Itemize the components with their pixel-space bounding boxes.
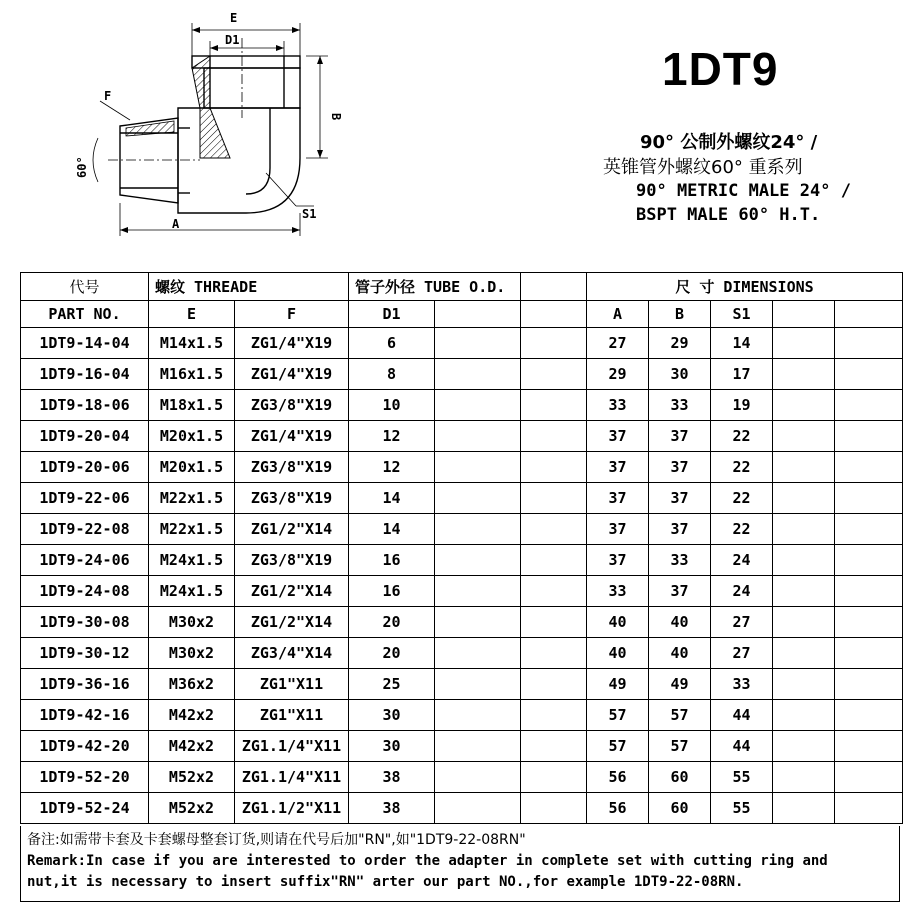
- cell-thread-e: M30x2: [149, 607, 235, 638]
- cell-gap: [521, 607, 587, 638]
- label-angle: 60°: [75, 156, 89, 178]
- cell-part-no: 1DT9-36-16: [21, 669, 149, 700]
- cell-dim-b: 60: [649, 793, 711, 824]
- cell-dim-s1: 22: [711, 483, 773, 514]
- cell-empty: [773, 514, 835, 545]
- cell-gap: [521, 762, 587, 793]
- table-row: [21, 669, 903, 700]
- table-row: [21, 390, 903, 421]
- cell-dim-b: 29: [649, 328, 711, 359]
- cell-dim-s1: 44: [711, 700, 773, 731]
- header-f: F: [235, 301, 349, 328]
- cell-tube-d1: 6: [349, 328, 435, 359]
- cell-empty: [835, 514, 903, 545]
- cell-empty: [435, 700, 521, 731]
- cell-gap: [521, 483, 587, 514]
- cell-part-no: 1DT9-22-06: [21, 483, 149, 514]
- cell-thread-f: ZG3/8"X19: [235, 390, 349, 421]
- cell-empty: [835, 731, 903, 762]
- cell-thread-f: ZG1.1/2"X11: [235, 793, 349, 824]
- cell-tube-d1: 14: [349, 514, 435, 545]
- cell-thread-f: ZG3/4"X14: [235, 638, 349, 669]
- cell-thread-f: ZG3/8"X19: [235, 545, 349, 576]
- cell-thread-f: ZG1/2"X14: [235, 514, 349, 545]
- cell-dim-a: 27: [587, 328, 649, 359]
- cell-thread-e: M52x2: [149, 762, 235, 793]
- cell-part-no: 1DT9-16-04: [21, 359, 149, 390]
- cell-empty: [773, 793, 835, 824]
- cell-part-no: 1DT9-14-04: [21, 328, 149, 359]
- cell-dim-a: 57: [587, 731, 649, 762]
- cell-dim-a: 57: [587, 700, 649, 731]
- cell-thread-e: M24x1.5: [149, 545, 235, 576]
- cell-dim-b: 37: [649, 452, 711, 483]
- cell-tube-d1: 25: [349, 669, 435, 700]
- cell-dim-a: 56: [587, 793, 649, 824]
- cell-dim-a: 49: [587, 669, 649, 700]
- cell-dim-b: 30: [649, 359, 711, 390]
- cell-empty: [835, 359, 903, 390]
- cell-thread-e: M14x1.5: [149, 328, 235, 359]
- cell-dim-b: 37: [649, 514, 711, 545]
- cell-part-no: 1DT9-24-08: [21, 576, 149, 607]
- cell-part-no: 1DT9-20-04: [21, 421, 149, 452]
- cell-tube-d1: 10: [349, 390, 435, 421]
- header-tube: 管子外径 TUBE O.D.: [349, 273, 521, 301]
- cell-empty: [773, 421, 835, 452]
- cell-empty: [435, 545, 521, 576]
- cell-thread-e: M22x1.5: [149, 514, 235, 545]
- cell-empty: [773, 452, 835, 483]
- cell-tube-d1: 30: [349, 700, 435, 731]
- cell-gap: [521, 421, 587, 452]
- cell-gap: [521, 638, 587, 669]
- cell-empty: [773, 700, 835, 731]
- cell-gap: [521, 328, 587, 359]
- cell-tube-d1: 12: [349, 452, 435, 483]
- header-a: A: [587, 301, 649, 328]
- cell-dim-s1: 17: [711, 359, 773, 390]
- cell-dim-s1: 24: [711, 545, 773, 576]
- cell-thread-f: ZG3/8"X19: [235, 452, 349, 483]
- spec-table-body: [21, 328, 903, 824]
- table-row: [21, 638, 903, 669]
- cell-dim-b: 37: [649, 576, 711, 607]
- cell-dim-s1: 33: [711, 669, 773, 700]
- label-e: E: [230, 11, 238, 25]
- cell-empty: [435, 359, 521, 390]
- cell-dim-b: 33: [649, 545, 711, 576]
- cell-part-no: 1DT9-20-06: [21, 452, 149, 483]
- cell-thread-e: M18x1.5: [149, 390, 235, 421]
- label-s1: S1: [302, 207, 317, 221]
- cell-dim-a: 37: [587, 514, 649, 545]
- fitting-drawing: [70, 8, 370, 243]
- cell-gap: [521, 452, 587, 483]
- cell-dim-b: 37: [649, 483, 711, 514]
- cell-dim-b: 40: [649, 638, 711, 669]
- cell-dim-s1: 27: [711, 607, 773, 638]
- cell-thread-e: M52x2: [149, 793, 235, 824]
- table-row: [21, 576, 903, 607]
- cell-dim-s1: 22: [711, 514, 773, 545]
- cell-empty: [835, 545, 903, 576]
- cell-dim-s1: 22: [711, 421, 773, 452]
- cell-thread-f: ZG1"X11: [235, 700, 349, 731]
- cell-empty: [835, 328, 903, 359]
- cell-thread-f: ZG1/4"X19: [235, 421, 349, 452]
- cell-empty: [835, 762, 903, 793]
- cell-gap: [521, 731, 587, 762]
- label-d1: D1: [225, 33, 240, 47]
- cell-dim-s1: 19: [711, 390, 773, 421]
- cell-thread-f: ZG1"X11: [235, 669, 349, 700]
- table-row: [21, 483, 903, 514]
- cell-dim-a: 37: [587, 545, 649, 576]
- cell-empty: [835, 638, 903, 669]
- cell-dim-b: 40: [649, 607, 711, 638]
- cell-part-no: 1DT9-30-12: [21, 638, 149, 669]
- cell-empty: [773, 762, 835, 793]
- cell-dim-s1: 14: [711, 328, 773, 359]
- cell-thread-e: M42x2: [149, 731, 235, 762]
- subtitle-line1: 90° 公制外螺纹24° /: [640, 132, 818, 153]
- label-f: F: [104, 89, 112, 103]
- cell-thread-e: M20x1.5: [149, 452, 235, 483]
- header-e: E: [149, 301, 235, 328]
- table-row: [21, 762, 903, 793]
- table-row: [21, 359, 903, 390]
- cell-thread-e: M24x1.5: [149, 576, 235, 607]
- cell-gap: [521, 359, 587, 390]
- cell-empty: [835, 483, 903, 514]
- cell-empty: [435, 421, 521, 452]
- product-title: 1DT9: [662, 43, 779, 95]
- cell-gap: [521, 793, 587, 824]
- cell-thread-e: M42x2: [149, 700, 235, 731]
- cell-part-no: 1DT9-30-08: [21, 607, 149, 638]
- cell-thread-f: ZG1/2"X14: [235, 576, 349, 607]
- cell-empty: [835, 390, 903, 421]
- cell-tube-d1: 38: [349, 793, 435, 824]
- remark-cn: 备注:如需带卡套及卡套螺母整套订货,则请在代号后加"RN",如"1DT9-22-08RN": [27, 832, 526, 848]
- cell-dim-s1: 44: [711, 731, 773, 762]
- header-part-no: PART NO.: [21, 301, 149, 328]
- cell-thread-e: M20x1.5: [149, 421, 235, 452]
- cell-empty: [435, 514, 521, 545]
- cell-empty: [435, 731, 521, 762]
- cell-dim-a: 33: [587, 576, 649, 607]
- cell-dim-b: 57: [649, 700, 711, 731]
- cell-gap: [521, 669, 587, 700]
- cell-thread-f: ZG3/8"X19: [235, 483, 349, 514]
- cell-empty: [773, 669, 835, 700]
- cell-part-no: 1DT9-22-08: [21, 514, 149, 545]
- cell-empty: [835, 700, 903, 731]
- cell-part-no: 1DT9-42-20: [21, 731, 149, 762]
- header-b: B: [649, 301, 711, 328]
- cell-thread-e: M22x1.5: [149, 483, 235, 514]
- cell-dim-b: 33: [649, 390, 711, 421]
- cell-empty: [773, 731, 835, 762]
- cell-dim-a: 29: [587, 359, 649, 390]
- cell-empty: [773, 328, 835, 359]
- cell-gap: [521, 576, 587, 607]
- table-row: [21, 607, 903, 638]
- cell-empty: [835, 607, 903, 638]
- cell-part-no: 1DT9-52-24: [21, 793, 149, 824]
- table-row: [21, 700, 903, 731]
- cell-tube-d1: 12: [349, 421, 435, 452]
- cell-dim-b: 57: [649, 731, 711, 762]
- cell-empty: [835, 669, 903, 700]
- cell-empty: [435, 576, 521, 607]
- cell-empty: [435, 669, 521, 700]
- cell-empty: [773, 576, 835, 607]
- cell-thread-e: M36x2: [149, 669, 235, 700]
- cell-tube-d1: 20: [349, 607, 435, 638]
- cell-dim-a: 37: [587, 421, 649, 452]
- cell-empty: [835, 793, 903, 824]
- table-row: [21, 421, 903, 452]
- table-row: [21, 793, 903, 824]
- cell-empty: [435, 607, 521, 638]
- cell-thread-f: ZG1/2"X14: [235, 607, 349, 638]
- cell-empty: [835, 421, 903, 452]
- cell-tube-d1: 16: [349, 545, 435, 576]
- header-thread: 螺纹 THREADE: [149, 273, 349, 301]
- cell-empty: [835, 576, 903, 607]
- cell-dim-a: 40: [587, 638, 649, 669]
- cell-tube-d1: 8: [349, 359, 435, 390]
- table-row: [21, 731, 903, 762]
- cell-empty: [773, 483, 835, 514]
- cell-dim-a: 56: [587, 762, 649, 793]
- remark-en-line2: nut,it is necessary to insert suffix"RN" arter our part NO.,for example 1DT9-22-08RN.: [27, 874, 744, 890]
- subtitle-line3: 90° METRIC MALE 24° /: [636, 181, 851, 201]
- cell-thread-f: ZG1/4"X19: [235, 359, 349, 390]
- cell-thread-f: ZG1.1/4"X11: [235, 762, 349, 793]
- cell-empty: [435, 793, 521, 824]
- cell-dim-a: 37: [587, 483, 649, 514]
- subtitle-line4: BSPT MALE 60° H.T.: [636, 205, 821, 225]
- table-row: [21, 452, 903, 483]
- label-b: B: [329, 113, 343, 121]
- cell-dim-b: 49: [649, 669, 711, 700]
- cell-gap: [521, 700, 587, 731]
- cell-tube-d1: 14: [349, 483, 435, 514]
- cell-tube-d1: 16: [349, 576, 435, 607]
- cell-thread-e: M16x1.5: [149, 359, 235, 390]
- cell-gap: [521, 390, 587, 421]
- cell-thread-f: ZG1/4"X19: [235, 328, 349, 359]
- cell-dim-a: 33: [587, 390, 649, 421]
- cell-empty: [773, 607, 835, 638]
- cell-empty: [835, 452, 903, 483]
- cell-gap: [521, 514, 587, 545]
- cell-tube-d1: 30: [349, 731, 435, 762]
- cell-empty: [435, 452, 521, 483]
- cell-empty: [435, 638, 521, 669]
- cell-tube-d1: 38: [349, 762, 435, 793]
- remark-en-line1: Remark:In case if you are interested to order the adapter in complete set with cutting ring and: [27, 853, 828, 869]
- header-code-cn: 代号: [21, 273, 149, 301]
- subtitle-line2: 英锥管外螺纹60° 重系列: [603, 157, 803, 178]
- cell-thread-e: M30x2: [149, 638, 235, 669]
- cell-empty: [773, 359, 835, 390]
- cell-dim-s1: 55: [711, 793, 773, 824]
- cell-part-no: 1DT9-52-20: [21, 762, 149, 793]
- cell-part-no: 1DT9-24-06: [21, 545, 149, 576]
- cell-dim-s1: 55: [711, 762, 773, 793]
- cell-empty: [435, 762, 521, 793]
- cell-dim-b: 60: [649, 762, 711, 793]
- cell-dim-s1: 22: [711, 452, 773, 483]
- cell-part-no: 1DT9-18-06: [21, 390, 149, 421]
- header-dimensions: 尺 寸 DIMENSIONS: [587, 273, 903, 301]
- cell-empty: [773, 390, 835, 421]
- label-a: A: [172, 217, 180, 231]
- cell-gap: [521, 545, 587, 576]
- cell-dim-s1: 27: [711, 638, 773, 669]
- cell-empty: [435, 483, 521, 514]
- cell-empty: [773, 638, 835, 669]
- table-row: [21, 545, 903, 576]
- cell-thread-f: ZG1.1/4"X11: [235, 731, 349, 762]
- table-row: [21, 328, 903, 359]
- header-d1: D1: [349, 301, 435, 328]
- remark-box: [20, 826, 900, 902]
- header-s1: S1: [711, 301, 773, 328]
- table-row: [21, 514, 903, 545]
- cell-part-no: 1DT9-42-16: [21, 700, 149, 731]
- cell-empty: [435, 390, 521, 421]
- cell-empty: [773, 545, 835, 576]
- cell-tube-d1: 20: [349, 638, 435, 669]
- spec-table: [20, 272, 903, 824]
- cell-dim-b: 37: [649, 421, 711, 452]
- cell-empty: [435, 328, 521, 359]
- cell-dim-a: 40: [587, 607, 649, 638]
- cell-dim-a: 37: [587, 452, 649, 483]
- cell-dim-s1: 24: [711, 576, 773, 607]
